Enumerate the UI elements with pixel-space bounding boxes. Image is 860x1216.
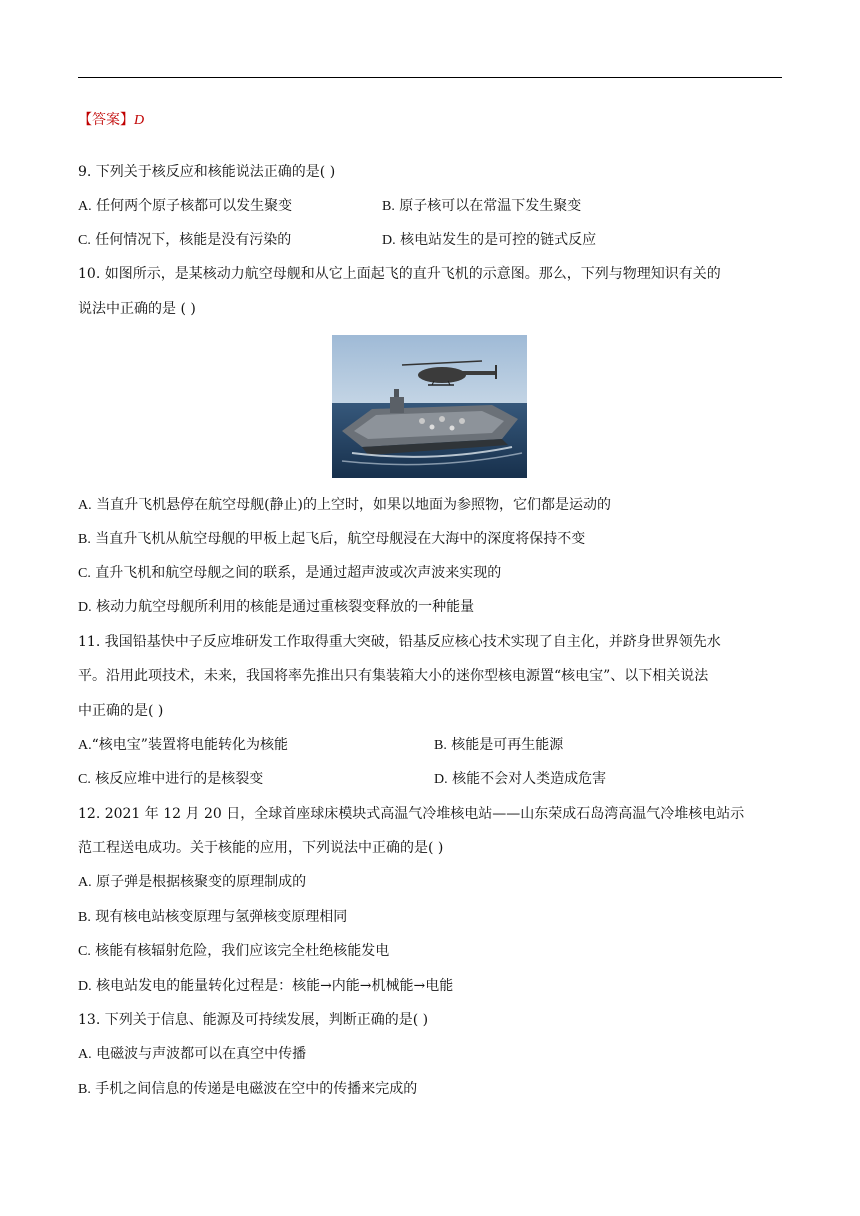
q12-stem-line1: 12. 2021 年 12 月 20 日，全球首座球床模块式高温气冷堆核电站——山东荣成石岛湾高温气冷堆核电站示 (78, 806, 745, 822)
answer-label: 【答案】 (78, 112, 134, 128)
q13-stem: 13. 下列关于信息、能源及可持续发展，判断正确的是( ) (78, 1012, 429, 1028)
q11-option-b: B. 核能是可再生能源 (434, 737, 564, 753)
q10-option-d: D. 核动力航空母舰所利用的核能是通过重核裂变释放的一种能量 (78, 599, 475, 615)
q9-stem: 9. 下列关于核反应和核能说法正确的是( ) (78, 164, 336, 180)
q11-stem-line1: 11. 我国铅基快中子反应堆研发工作取得重大突破，铅基反应核心技术实现了自主化，并跻身世界领先水 (78, 634, 721, 650)
aircraft-carrier-image (332, 335, 527, 478)
q9-option-a: A. 任何两个原子核都可以发生聚变 (78, 198, 293, 214)
q11-option-a: A.“核电宝”装置将电能转化为核能 (78, 737, 288, 753)
q9-option-b: B. 原子核可以在常温下发生聚变 (382, 198, 582, 214)
q10-stem-line1: 10. 如图所示，是某核动力航空母舰和从它上面起飞的直升飞机的示意图。那么，下列与物理知识有关的 (78, 266, 721, 282)
q13-option-a: A. 电磁波与声波都可以在真空中传播 (78, 1046, 307, 1062)
q11-stem-line3: 中正确的是( ) (78, 703, 164, 719)
header-rule (78, 77, 782, 78)
answer-value: D (134, 113, 145, 128)
q10-stem-line2: 说法中正确的是 ( ) (78, 301, 196, 317)
q9-option-c: C. 任何情况下，核能是没有污染的 (78, 232, 292, 248)
q10-option-b: B. 当直升飞机从航空母舰的甲板上起飞后，航空母舰浸在大海中的深度将保持不变 (78, 531, 586, 547)
q13-option-b: B. 手机之间信息的传递是电磁波在空中的传播来完成的 (78, 1081, 418, 1097)
q9-option-d: D. 核电站发生的是可控的链式反应 (382, 232, 597, 248)
q10-option-c: C. 直升飞机和航空母舰之间的联系，是通过超声波或次声波来实现的 (78, 565, 502, 581)
q10-option-a: A. 当直升飞机悬停在航空母舰(静止)的上空时，如果以地面为参照物，它们都是运动的 (78, 497, 611, 513)
q11-stem-line2: 平。沿用此项技术，未来，我国将率先推出只有集装箱大小的迷你型核电源置“核电宝”、以下相关说法 (78, 668, 709, 684)
q12-stem-line2: 范工程送电成功。关于核能的应用，下列说法中正确的是( ) (78, 840, 444, 856)
q11-option-d: D. 核能不会对人类造成危害 (434, 771, 607, 787)
q11-option-c: C. 核反应堆中进行的是核裂变 (78, 771, 264, 787)
q12-option-d: D. 核电站发电的能量转化过程是：核能→内能→机械能→电能 (78, 978, 454, 994)
aircraft-carrier-figure (332, 335, 527, 478)
q12-option-a: A. 原子弹是根据核聚变的原理制成的 (78, 874, 307, 890)
q12-option-b: B. 现有核电站核变原理与氢弹核变原理相同 (78, 909, 348, 925)
q12-option-c: C. 核能有核辐射危险，我们应该完全杜绝核能发电 (78, 943, 390, 959)
answer-line (78, 110, 144, 131)
